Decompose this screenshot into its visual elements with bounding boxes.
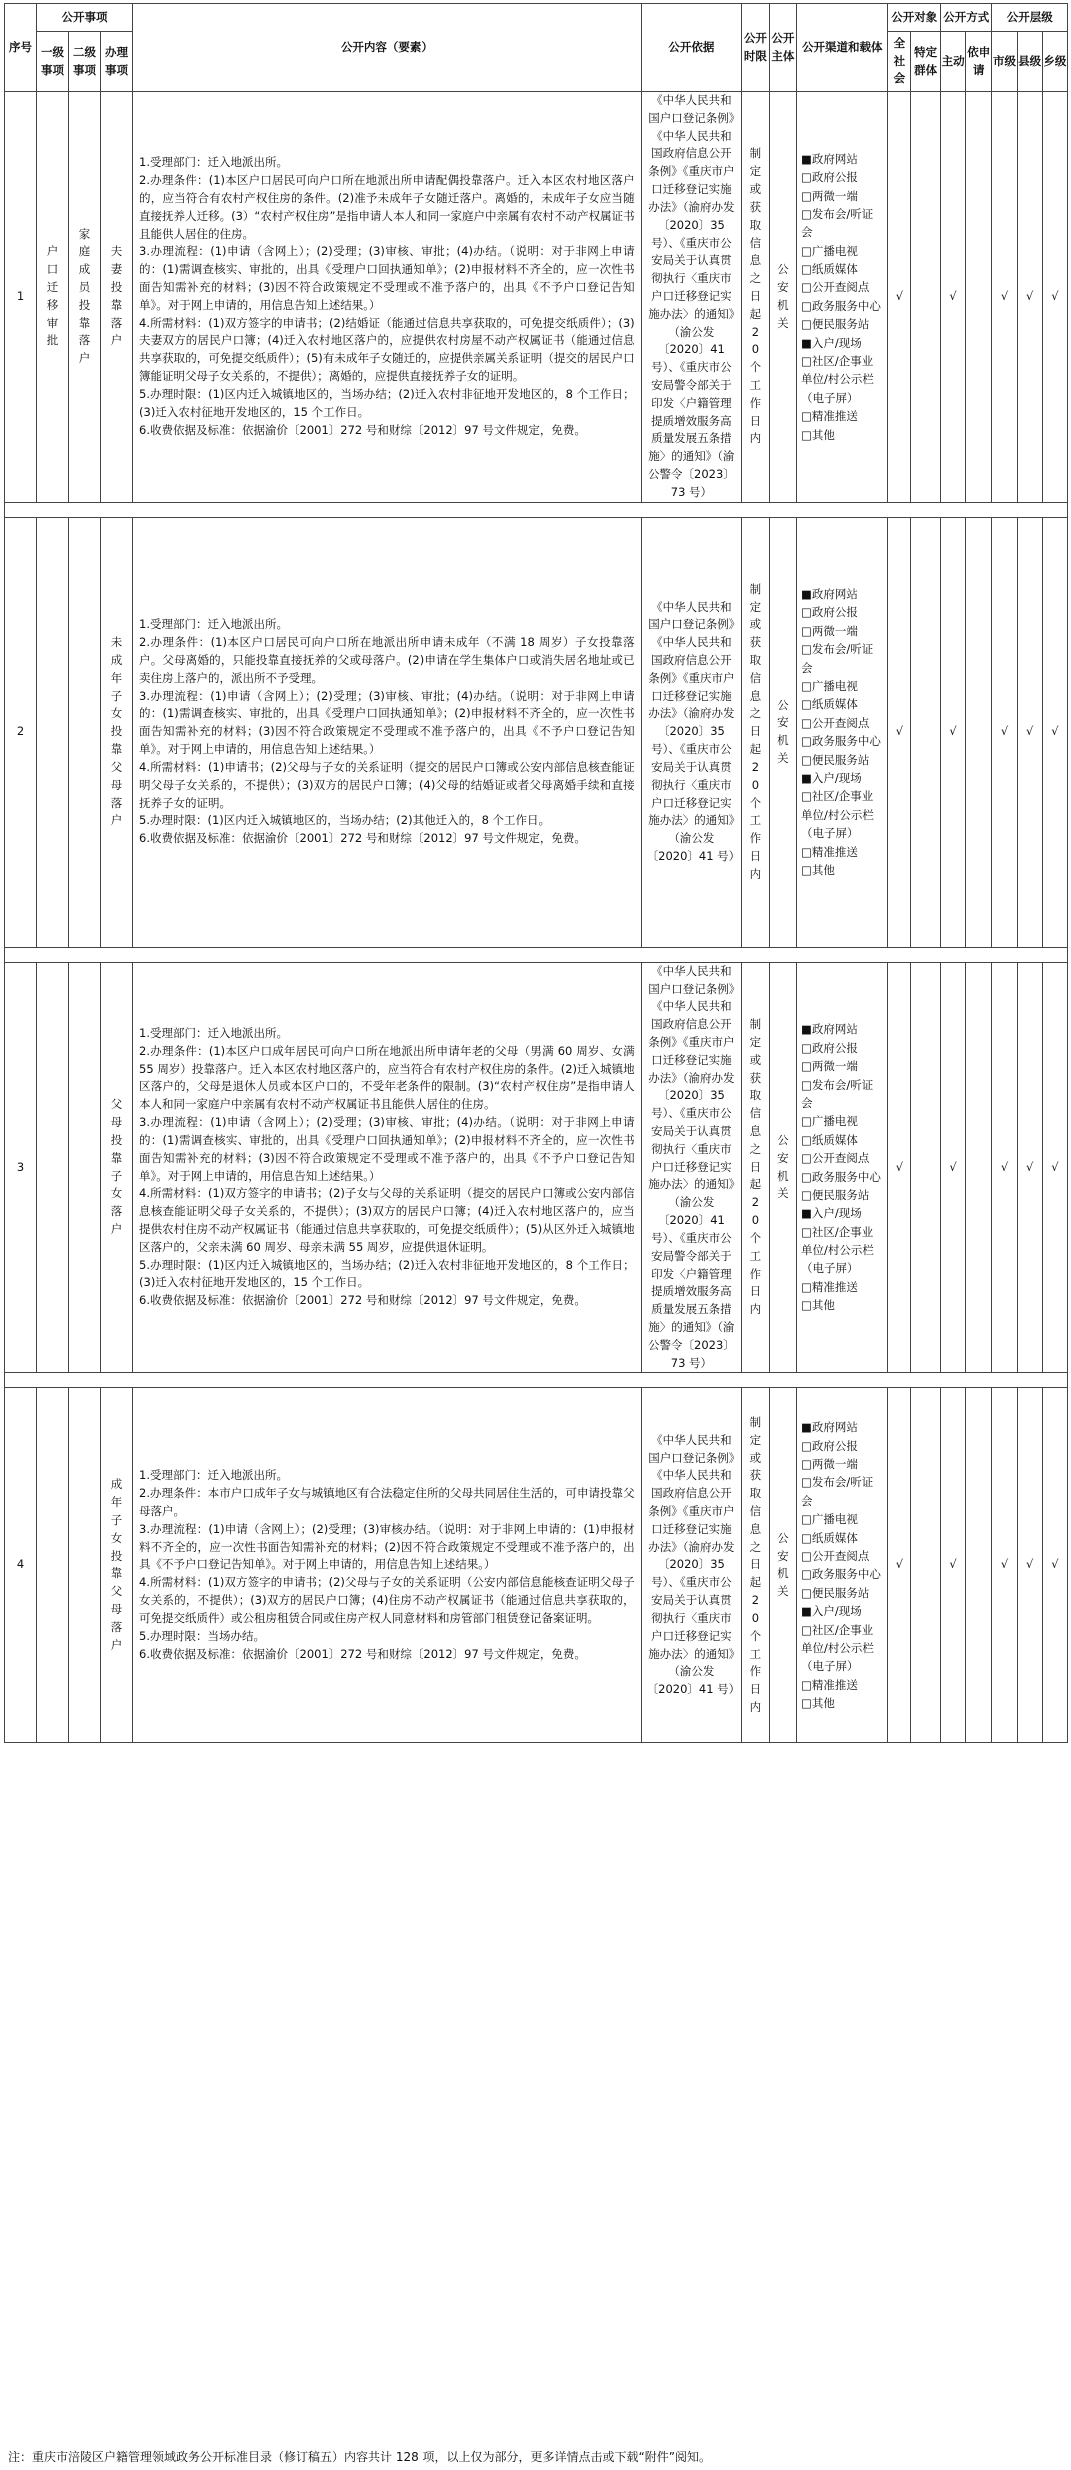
channel-item: □公开查阅点 [801,1548,870,1563]
mark-township: √ [1042,92,1067,503]
channel-item: □公开查阅点 [801,715,870,730]
channel-item: □政府公报 [801,1438,858,1453]
channel-item: □发布会/听证会 [801,1475,874,1508]
header-level-county: 县级 [1017,32,1042,92]
row-gap [5,502,1068,517]
channel-item: □其他 [801,427,835,442]
basis-text: 《中华人民共和国户口登记条例》《中华人民共和国政府信息公开条例》《重庆市户口迁移登记实施办法》（渝府办发〔2020〕35 号）、《重庆市公安局关于认真贯彻执行〈重庆市户口迁移登记实施办法〉的通知》（渝公发〔2020〕41 号）、《重庆市公安局警令部关于印发〈户籍管理提质增效服务高质量发展五条措施〉的通知》（渝公警令〔2023〕73 号） [648,93,735,499]
mark-active: √ [941,1388,966,1743]
header-seq: 序号 [5,4,37,92]
channel-item: □社区/企事业单位/村公示栏（电子屏） [801,789,874,841]
channel-item: □精准推送 [801,1677,858,1692]
channel-item: □两微一端 [801,188,858,203]
channel-item: ■入户/现场 [801,1206,862,1221]
channel-item: □纸质媒体 [801,1132,858,1147]
row-basis [641,1388,742,1743]
row-seq: 2 [5,517,37,947]
channel-item: □其他 [801,1696,835,1711]
channel-item: □发布会/听证会 [801,206,874,240]
channel-item: □纸质媒体 [801,262,858,277]
row-time-limit: 制定或获取信息之日起20个工作日内 [742,517,769,947]
row-channels [797,962,888,1373]
content-paragraph: 4.所需材料：(1)申请书；(2)父母与子女的关系证明（提交的居民户口簿或公安内部信息核查能证明父母子女关系的，不提供）；(3)双方的居民户口簿；(4)父母的结婚证或者父母离婚手续和直接抚养子女的证明。 [139,759,635,810]
row-time-limit: 制定或获取信息之日起20个工作日内 [742,1388,769,1743]
channel-item: □社区/企事业单位/村公示栏（电子屏） [801,354,874,405]
content-paragraph: 5.办理时限：(1)区内迁入城镇地区的，当场办结；(2)迁入农村非征地开发地区的，8 个工作日；(3)迁入农村征地开发地区的，15 个工作日。 [139,1257,635,1290]
mark-all: √ [888,517,911,947]
channel-item: □广播电视 [801,1512,858,1527]
header-level1: 一级事项 [37,32,69,92]
mark-active: √ [941,517,966,947]
row-seq: 4 [5,1388,37,1743]
channel-item: □其他 [801,862,835,877]
channel-item: □公开查阅点 [801,280,870,295]
row-subject: 公安机关 [769,962,796,1373]
content-paragraph: 3.办理流程：(1)申请（含网上）；(2)受理；(3)审核、审批；(4)办结。（说明：对于非网上申请的：(1)需调查核实、审批的，出具《受理户口回执通知单》；(2)申报材料不齐全的，应一次性书面告知需补充的材料；(3)因不符合政策规定不受理或不准予落户的，出具《不予户口登记告知单》。对于网上申请的，用信息告知上述结果。） [139,244,635,312]
channel-item: □纸质媒体 [801,697,858,712]
mark-all: √ [888,92,911,503]
mark-specific [911,92,941,503]
mark-township: √ [1042,962,1067,1373]
header-target-all: 全社会 [888,32,911,92]
mark-apply [966,517,992,947]
mark-apply [966,1388,992,1743]
channel-item: □政府公报 [801,170,858,185]
channel-item: □公开查阅点 [801,1151,870,1166]
header-level-city: 市级 [992,32,1017,92]
channel-item: ■入户/现场 [801,770,862,785]
content-paragraph: 2.办理条件：本市户口成年子女与城镇地区有合法稳定住所的父母共同居住生活的，可申请投靠父母落户。 [139,1486,635,1519]
mark-township: √ [1042,517,1067,947]
content-paragraph: 2.办理条件：(1)本区户口居民可向户口所在地派出所申请未成年（不满 18 周岁）子女投靠落户。父母离婚的，只能投靠直接抚养的父或母落户。(2)申请在学生集体户口或消失居名地址或已卖住房上落户的，派出所不予受理。 [139,635,635,685]
channel-item: □广播电视 [801,679,858,694]
content-paragraph: 3.办理流程：(1)申请（含网上）；(2)受理；(3)审核、审批；(4)办结。（说明：对于非网上申请的：(1)需调查核实、审批的，出具《受理户口回执通知单》；(2)申报材料不齐全的，应一次性书面告知需补充的材料；(3)因不符合政策规定不受理或不准予落户的，出具《不予户口登记告知单》。对于网上申请的，用信息告知上述结果。） [139,1115,635,1183]
channel-item: □政务服务中心 [801,1567,881,1582]
content-paragraph: 3.办理流程：(1)申请（含网上）；(2)受理；(3)审核办结。（说明：对于非网上申请的：(1)申报材料不齐全的，应一次性书面告知需补充的材料；(2)因不符合政策规定不受理或不准予落户的，出具《不予户口登记告知单》。对于网上申请的，用信息告知上述结果。） [139,1521,635,1572]
channel-item: □社区/企事业单位/村公示栏（电子屏） [801,1224,874,1276]
row-level1: 户口迁移审批 [37,92,69,503]
disclosure-table [4,3,1068,1743]
content-paragraph: 6.收费依据及标准：依据渝价〔2001〕272 号和财综〔2012〕97 号文件规定，免费。 [139,422,586,437]
content-paragraph: 2.办理条件：(1)本区户口居民可向户口所在地派出所申请配偶投靠落户。迁入本区农村地区落户的，应当符合有农村产权住房的条件。(2)准予未成年子女随迁落户。离婚的，未成年子女应当随直接抚养人迁移。(3）“农村产权住房”是指申请人本人和同一家庭户中亲属有农村不动产权属证书且能供人居住的住房。 [139,173,635,241]
mark-apply [966,92,992,503]
mark-specific [911,517,941,947]
row-content [133,1388,642,1743]
header-level-group: 公开层级 [992,4,1068,32]
footnote: 注：重庆市涪陵区户籍管理领域政务公开标准目录（修订稿五）内容共计 128 项，以上仅为部分，更多详情点击或下载“附件”阅知。 [8,2450,711,2464]
channel-item: □政务服务中心 [801,1169,881,1184]
mark-county: √ [1017,1388,1042,1743]
channel-item: □两微一端 [801,1059,858,1074]
row-handle-item: 成年子女投靠父母落户 [101,1388,133,1743]
header-content: 公开内容（要素） [133,4,642,92]
header-target-group: 公开对象 [888,4,941,32]
mark-city: √ [992,1388,1017,1743]
channel-item: □其他 [801,1298,835,1313]
row-basis [641,517,742,947]
content-paragraph: 4.所需材料：(1)双方签字的申请书；(2)父母与子女的关系证明（公安内部信息能核查证明父母子女关系的，不提供）；(3)双方的居民户口簿；(4)住房不动产权属证书（能通过信息共享获取的，可免提交纸质件）或公租房租赁合同或住房产权人同意材料和房管部门租赁登记备案证明。 [139,1575,635,1625]
header-level-township: 乡级 [1042,32,1067,92]
content-paragraph: 2.办理条件：(1)本区户口成年居民可向户口所在地派出所申请年老的父母（男满 60 周岁、女满 55 周岁）投靠落户。迁入本区农村地区落户的，应当符合有农村产权住房的条件。(2)迁入城镇地区落户的，父母是退休人员或本区户口的，不受年老条件的限制。(3)“农村产权住房”是指申请人本人和同一家庭户中亲属有农村不动产权属证书且能供人居住的住房。 [139,1043,639,1112]
content-paragraph: 5.办理时限：(1)区内迁入城镇地区的，当场办结；(2)迁入农村非征地开发地区的，8 个工作日；(3)迁入农村征地开发地区的，15 个工作日。 [139,386,635,419]
row-level1 [37,962,69,1373]
channel-item: □精准推送 [801,844,858,859]
row-level2 [69,517,101,947]
header-time-limit: 公开时限 [742,4,769,92]
mark-all: √ [888,962,911,1373]
content-paragraph: 1.受理部门：迁入地派出所。 [139,155,289,170]
row-gap [5,947,1068,962]
content-paragraph: 6.收费依据及标准：依据渝价〔2001〕272 号和财综〔2012〕97 号文件规定，免费。 [139,831,586,846]
row-seq: 3 [5,962,37,1373]
channel-item: □便民服务站 [801,1585,870,1600]
row-subject: 公安机关 [769,1388,796,1743]
row-handle-item: 未成年子女投靠父母落户 [101,517,133,947]
row-channels [797,517,888,947]
basis-text: 《中华人民共和国户口登记条例》《中华人民共和国政府信息公开条例》《重庆市户口迁移登记实施办法》（渝府办发〔2020〕35 号）、《重庆市公安局关于认真贯彻执行〈重庆市户口迁移登记实施办法〉的通知》（渝公发〔2020〕41 号）、《重庆市公安局警令部关于印发〈户籍管理提质增效服务高质量发展五条措施〉的通知》（渝公警令〔2023〕73 号） [648,963,735,1370]
row-time-limit: 制定或获取信息之日起20个工作日内 [742,92,769,503]
table-row [5,517,1068,947]
header-basis: 公开依据 [641,4,742,92]
content-paragraph: 1.受理部门：迁入地派出所。 [139,617,289,632]
row-basis [641,92,742,503]
content-paragraph: 5.办理时限：当场办结。 [139,1628,266,1643]
channel-item: □两微一端 [801,623,858,638]
basis-text: 《中华人民共和国户口登记条例》《中华人民共和国政府信息公开条例》《重庆市户口迁移登记实施办法》（渝府办发〔2020〕35 号）、《重庆市公安局关于认真贯彻执行〈重庆市户口迁移登记实施办法〉的通知》（渝公发〔2020〕41 号） [646,1432,741,1697]
content-paragraph: 4.所需材料：(1)双方签字的申请书；(2)结婚证（能通过信息共享获取的，可免提交纸质件）；(3)夫妻双方的居民户口簿；(4)迁入农村地区落户的，应提供农村房屋不动产权属证书（能通过信息共享获取的，可免提交纸质件）；(5)有未成年子女随迁的，应提供亲属关系证明（提交的居民户口簿能证明父母子女关系的，不提供）；离婚的，应提供直接抚养子女的证明。 [139,315,635,384]
content-paragraph: 6.收费依据及标准：依据渝价〔2001〕272 号和财综〔2012〕97 号文件规定，免费。 [139,1646,586,1661]
mark-specific [911,1388,941,1743]
row-content [133,517,642,947]
channel-item: □政务服务中心 [801,734,881,749]
mark-city: √ [992,92,1017,503]
row-level2 [69,1388,101,1743]
mark-all: √ [888,1388,911,1743]
channel-item: ■政府网站 [801,1022,858,1037]
row-handle-item: 父母投靠子女落户 [101,962,133,1373]
row-seq: 1 [5,92,37,503]
channel-item: □发布会/听证会 [801,642,874,675]
channel-item: ■政府网站 [801,151,858,166]
mark-county: √ [1017,517,1042,947]
table-row [5,92,1068,503]
row-basis [641,962,742,1373]
channel-item: ■入户/现场 [801,1604,862,1619]
header-target-specific: 特定群体 [911,32,941,92]
row-gap-cell [5,502,1068,517]
channel-item: □政务服务中心 [801,298,881,313]
header-channels: 公开渠道和载体 [797,4,888,92]
table-row [5,962,1068,1373]
header-subject: 公开主体 [769,4,796,92]
channel-item: □纸质媒体 [801,1530,858,1545]
mark-township: √ [1042,1388,1067,1743]
row-level1 [37,517,69,947]
table-row [5,1388,1068,1743]
row-level1 [37,1388,69,1743]
row-level2: 家庭成员投靠落户 [69,92,101,503]
row-gap-cell [5,947,1068,962]
content-paragraph: 6.收费依据及标准：依据渝价〔2001〕272 号和财综〔2012〕97 号文件规定，免费。 [139,1293,586,1308]
mark-active: √ [941,962,966,1373]
channel-item: □社区/企事业单位/村公示栏（电子屏） [801,1622,874,1674]
row-handle-item: 夫妻投靠落户 [101,92,133,503]
basis-text: 《中华人民共和国户口登记条例》《中华人民共和国政府信息公开条例》《重庆市户口迁移登记实施办法》（渝府办发〔2020〕35 号）、《重庆市公安局关于认真贯彻执行〈重庆市户口迁移登记实施办法〉的通知》（渝公发〔2020〕41 号） [646,599,741,863]
row-gap-cell [5,1373,1068,1388]
header-handle-item: 办理事项 [101,32,133,92]
channel-item: □发布会/听证会 [801,1077,874,1110]
channel-item: □广播电视 [801,1114,858,1129]
mark-active: √ [941,92,966,503]
row-subject: 公安机关 [769,92,796,503]
content-paragraph: 4.所需材料：(1)双方签字的申请书；(2)子女与父母的关系证明（提交的居民户口簿或公安内部信息核查能证明父母子女关系的，不提供）；(3)双方的居民户口簿；(4)迁入农村地区落户的，应当提供农村住房不动产权属证书（能通过信息共享获取的，可免提交纸质件）；(5)从区外迁入城镇地区落户的，父亲未满 60 周岁、母亲未满 55 周岁，应提供退休证明。 [139,1186,635,1254]
row-content [133,92,642,503]
mark-city: √ [992,517,1017,947]
channel-item: □政府公报 [801,605,858,620]
mark-city: √ [992,962,1017,1373]
row-content [133,962,642,1373]
content-paragraph: 1.受理部门：迁入地派出所。 [139,1026,289,1041]
row-time-limit: 制定或获取信息之日起20个工作日内 [742,962,769,1373]
header-items-group: 公开事项 [37,4,133,32]
channel-item: ■政府网站 [801,587,858,602]
header-method-active: 主动 [941,32,966,92]
mark-apply [966,962,992,1373]
channel-item: □广播电视 [801,243,858,258]
row-subject: 公安机关 [769,517,796,947]
row-level2 [69,962,101,1373]
mark-county: √ [1017,962,1042,1373]
row-channels [797,92,888,503]
channel-item: □两微一端 [801,1457,858,1472]
content-paragraph: 3.办理流程：(1)申请（含网上）；(2)受理；(3)审核、审批；(4)办结。（说明：对于非网上申请的：(1)需调查核实、审批的，出具《受理户口回执通知单》；(2)申报材料不齐全的，应一次性书面告知需补充的材料；(3)因不符合政策规定不受理或不准予落户的，出具《不予户口登记告知单》。对于网上申请的，用信息告知上述结果。） [139,688,635,757]
channel-item: □便民服务站 [801,317,870,332]
content-paragraph: 5.办理时限：(1)区内迁入城镇地区的，当场办结；(2)其他迁入的，8 个工作日。 [139,813,551,828]
channel-item: ■入户/现场 [801,335,862,350]
channel-item: □便民服务站 [801,752,870,767]
header-method-apply: 依申请 [966,32,992,92]
mark-specific [911,962,941,1373]
channel-item: ■政府网站 [801,1420,858,1435]
channel-item: □便民服务站 [801,1187,870,1202]
header-level2: 二级事项 [69,32,101,92]
content-paragraph: 1.受理部门：迁入地派出所。 [139,1468,289,1483]
channel-item: □精准推送 [801,409,858,424]
header-method-group: 公开方式 [941,4,992,32]
mark-county: √ [1017,92,1042,503]
channel-item: □政府公报 [801,1040,858,1055]
row-channels [797,1388,888,1743]
row-gap [5,1373,1068,1388]
channel-item: □精准推送 [801,1279,858,1294]
